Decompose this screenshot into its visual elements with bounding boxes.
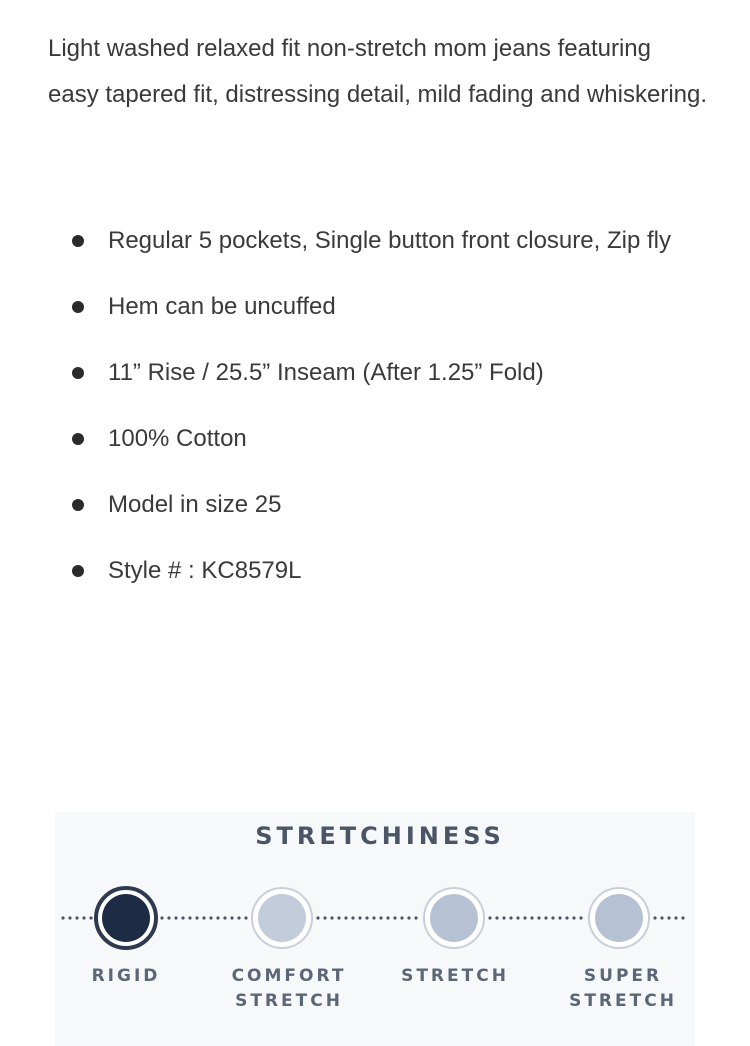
- feature-item: [0, 218, 698, 264]
- level-marker: [96, 888, 156, 948]
- connector-dot: [68, 916, 71, 919]
- connector-dot: [509, 916, 512, 919]
- feature-text: Style # : KC8579L: [108, 557, 302, 584]
- feature-item: [0, 284, 698, 330]
- connector-dot: [230, 916, 233, 919]
- bullet-icon: [72, 433, 84, 445]
- stretchiness-scale: [55, 812, 695, 1046]
- connector-dot: [414, 916, 417, 919]
- stretchiness-title: STRETCHINESS: [255, 822, 505, 850]
- feature-text: 100% Cotton: [108, 425, 247, 452]
- marker-swatch: [102, 894, 150, 942]
- level-label-rigid: [46, 964, 206, 989]
- connector-dot: [365, 916, 368, 919]
- feature-item: [0, 350, 698, 396]
- bullet-icon: [72, 499, 84, 511]
- connector-dot: [323, 916, 326, 919]
- connector-dot: [681, 916, 684, 919]
- connector-dot: [495, 916, 498, 919]
- connector-dot: [209, 916, 212, 919]
- connector-dot: [188, 916, 191, 919]
- feature-list: [0, 218, 750, 614]
- bullet-icon: [72, 367, 84, 379]
- connector-dot: [89, 916, 92, 919]
- level-label-line2: STRETCH: [235, 991, 343, 1011]
- feature-item: [0, 548, 698, 594]
- connector-dot: [181, 916, 184, 919]
- connector-dot: [167, 916, 170, 919]
- connector-dot: [202, 916, 205, 919]
- connector-dot: [393, 916, 396, 919]
- level-marker: [252, 888, 312, 948]
- connector-dot: [565, 916, 568, 919]
- bullet-icon: [72, 235, 84, 247]
- connector-dot: [330, 916, 333, 919]
- connector-dot: [386, 916, 389, 919]
- connector-dot: [653, 916, 656, 919]
- level-label-stretch: [375, 964, 535, 989]
- connector-dot: [379, 916, 382, 919]
- connector-dot: [558, 916, 561, 919]
- connector-dot: [579, 916, 582, 919]
- connector-dot: [372, 916, 375, 919]
- connector-dot: [537, 916, 540, 919]
- connector-dot: [667, 916, 670, 919]
- connector-dot: [407, 916, 410, 919]
- level-marker: [589, 888, 649, 948]
- marker-swatch: [430, 894, 478, 942]
- level-label-line1: COMFORT: [231, 966, 347, 986]
- connector-dot: [660, 916, 663, 919]
- bullet-icon: [72, 565, 84, 577]
- level-label-super-stretch: [543, 964, 703, 1014]
- connector-dot: [400, 916, 403, 919]
- connector-dot: [223, 916, 226, 919]
- connector-dot: [61, 916, 64, 919]
- connector-dot: [174, 916, 177, 919]
- feature-text: Model in size 25: [108, 491, 282, 518]
- connector-dot: [237, 916, 240, 919]
- connector-dot: [488, 916, 491, 919]
- connector-dot: [244, 916, 247, 919]
- connector-dot: [195, 916, 198, 919]
- connector-dot: [572, 916, 575, 919]
- connector-dot: [551, 916, 554, 919]
- connector-dot: [544, 916, 547, 919]
- connector-dot: [523, 916, 526, 919]
- connector-dot: [160, 916, 163, 919]
- connector-dot: [502, 916, 505, 919]
- connector-dot: [358, 916, 361, 919]
- connector-dot: [82, 916, 85, 919]
- connector-dot: [344, 916, 347, 919]
- feature-item: [0, 416, 698, 462]
- connector-dot: [351, 916, 354, 919]
- marker-swatch: [258, 894, 306, 942]
- level-marker: [424, 888, 484, 948]
- level-label-line1: STRETCH: [401, 966, 509, 986]
- connector-dot: [216, 916, 219, 919]
- connector-dot: [75, 916, 78, 919]
- level-label-line2: STRETCH: [569, 991, 677, 1011]
- bullet-icon: [72, 301, 84, 313]
- connector-dot: [674, 916, 677, 919]
- connector-dot: [337, 916, 340, 919]
- feature-item: [0, 482, 698, 528]
- level-label-comfort-stretch: [209, 964, 369, 1014]
- connector-dot: [530, 916, 533, 919]
- feature-text: 11” Rise / 25.5” Inseam (After 1.25” Fold): [108, 359, 544, 386]
- level-label-line1: RIGID: [91, 966, 161, 986]
- product-description: Light washed relaxed fit non-stretch mom jeans featuring easy tapered fit, distressing detail, mild fading and whiskering.: [48, 35, 708, 108]
- level-label-line1: SUPER: [583, 966, 663, 986]
- connector-dot: [316, 916, 319, 919]
- marker-swatch: [595, 894, 643, 942]
- connector-dot: [516, 916, 519, 919]
- feature-text: Hem can be uncuffed: [108, 293, 336, 320]
- feature-text: Regular 5 pockets, Single button front closure, Zip fly: [108, 227, 671, 254]
